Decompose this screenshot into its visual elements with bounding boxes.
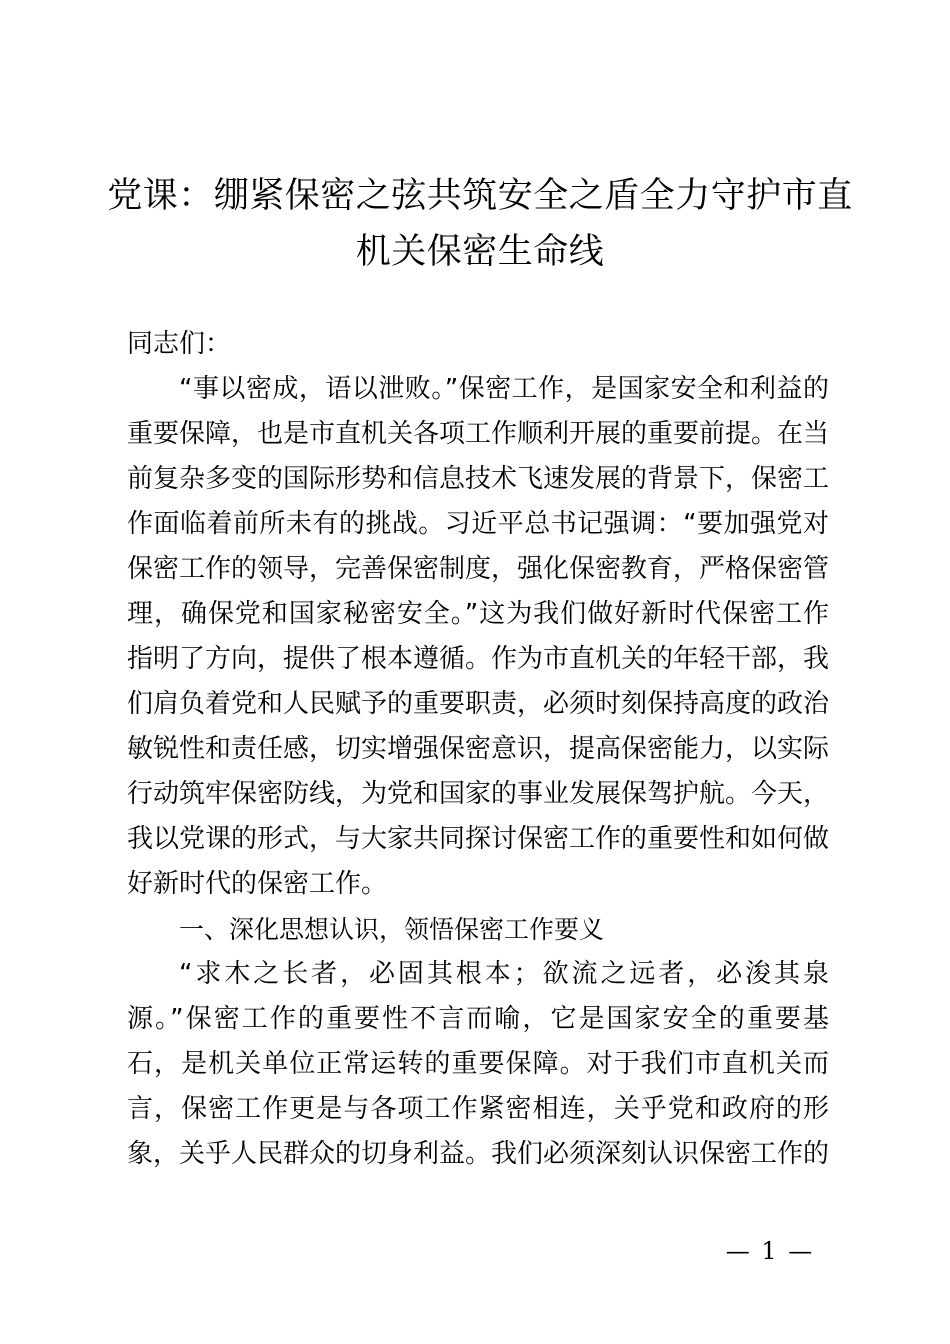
page-number: — 1 — [725, 1237, 815, 1265]
intro-paragraph: “事以密成，语以泄败。”保密工作，是国家安全和利益的重要保障，也是市直机关各项工作顺利开展的重要前提。在当前复杂多变的国际形势和信息技术飞速发展的背景下，保密工作面临着前所未有的挑战。习近平总书记强调：“要加强党对保密工作的领导，完善保密制度，强化保密教育，严格保密管理，确保党和国家秘密安全。”这为我们做好新时代保密工作指明了方向，提供了根本遵循。作为市直机关的年轻干部，我们肩负着党和人民赋予的重要职责，必须时刻保持高度的政治敏锐性和责任感，切实增强保密意识，提高保密能力，以实际行动筑牢保密防线，为党和国家的事业发展保驾护航。今天，我以党课的形式，与大家共同探讨保密工作的重要性和如何做好新时代的保密工作。 [127, 374, 830, 899]
section-heading: 一、深化思想认识，领悟保密工作要义 [179, 915, 605, 944]
document-title: 党课：绷紧保密之弦共筑安全之盾全力守护市直机关保密生命线 [107, 176, 853, 272]
document-body [127, 322, 829, 1177]
section-paragraph: “求木之长者，必固其根本；欲流之远者，必浚其泉源。”保密工作的重要性不言而喻，它是国家安全的重要基石，是机关单位正常运转的重要保障。对于我们市直机关而言，保密工作更是与各项工作紧密相连，关乎党和政府的形象，关乎人民群众的切身利益。我们必须深刻认识保密工作的 [127, 959, 830, 1169]
salutation: 同志们： [127, 329, 232, 359]
